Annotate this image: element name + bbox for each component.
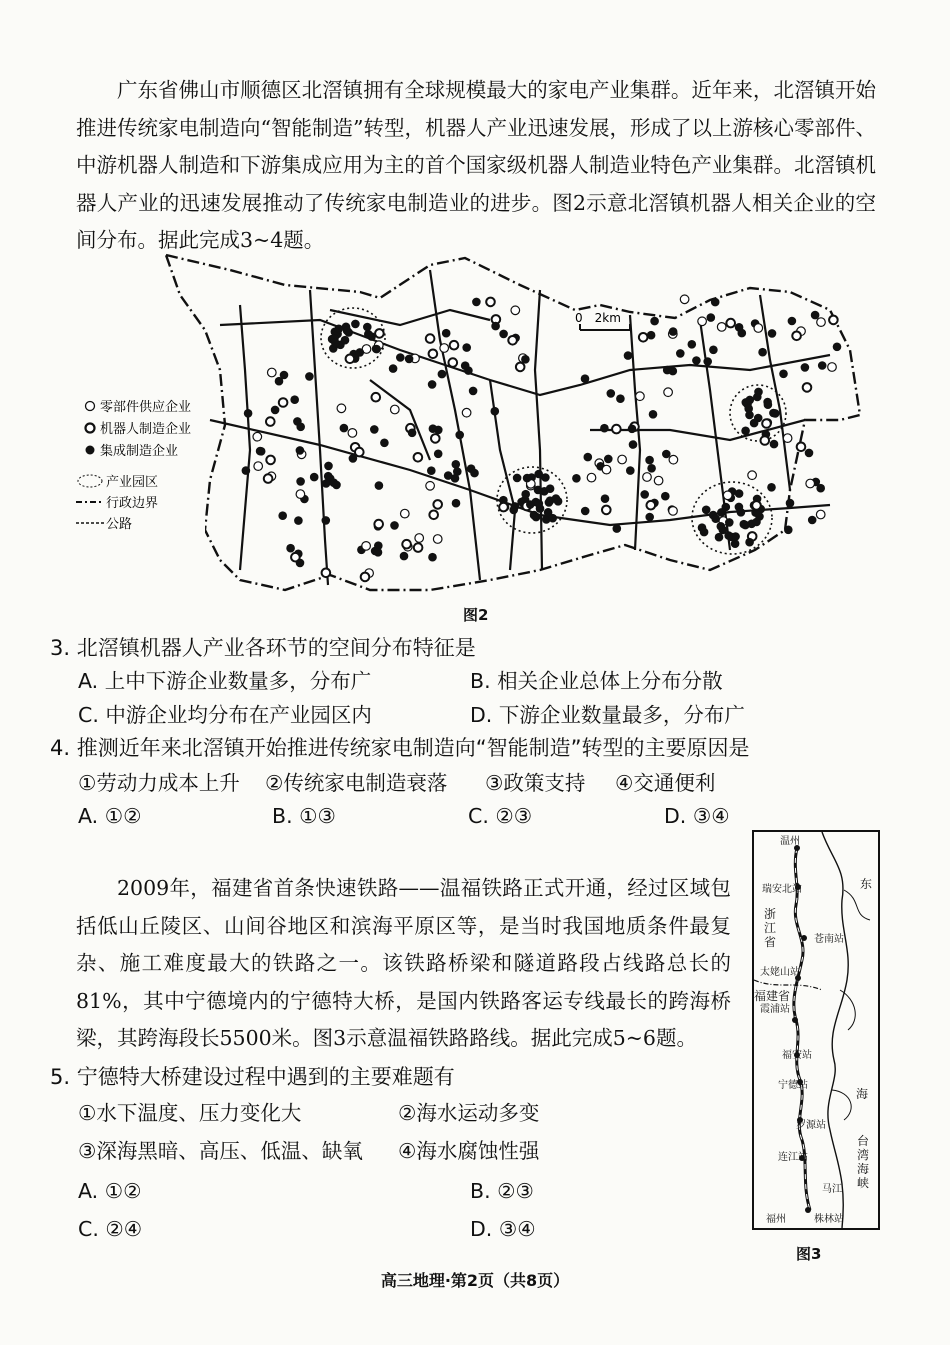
enterprise-point [402, 540, 411, 549]
enterprise-point [767, 483, 776, 492]
label-lianjiang: 连江站 [778, 1152, 808, 1163]
enterprise-point [808, 516, 817, 525]
enterprise-point [600, 424, 609, 433]
enterprise-point [762, 419, 771, 428]
enterprise-point [645, 456, 654, 465]
enterprise-point [601, 494, 610, 503]
enterprise-point [401, 509, 410, 518]
enterprise-point [244, 409, 253, 418]
enterprise-point [254, 462, 263, 471]
enterprise-point [803, 383, 812, 392]
enterprise-point [400, 552, 409, 561]
q4-item-4: ④交通便利 [615, 771, 716, 795]
enterprise-point [433, 535, 442, 544]
enterprise-point [508, 336, 517, 345]
enterprise-point [331, 339, 340, 348]
enterprise-point [389, 364, 398, 373]
q5-option-b[interactable]: B. ②③ [470, 1179, 534, 1203]
enterprise-point [784, 526, 793, 535]
intro-passage-2: 2009年，福建省首条快速铁路——温福铁路正式开通，经过区域包括低山丘陵区、山间谷地区和滨海平原区等，是当时我国地质条件最复杂、施工难度最大的铁路之一。该铁路桥梁和隧道路段占线路总长的81%，其中宁德境内的宁德特大桥，是国内铁路客运专线最长的跨海桥梁，其跨海段长5500米。图3示意温福铁路路线。据此完成5~6题。 [76, 876, 731, 1050]
legend-label-road: 公路 [106, 517, 133, 532]
enterprise-point [414, 453, 423, 462]
enterprise-point [335, 325, 344, 334]
q5-item-2: ②海水运动多变 [398, 1101, 540, 1125]
enterprise-point [647, 464, 656, 473]
enterprise-point [469, 387, 478, 396]
enterprise-point [280, 371, 289, 380]
enterprise-point [816, 510, 825, 519]
enterprise-point [750, 419, 759, 428]
enterprise-point [741, 521, 750, 530]
enterprise-point [266, 456, 275, 465]
enterprise-point [351, 320, 360, 329]
enterprise-point [649, 410, 658, 419]
enterprise-point [513, 474, 522, 483]
enterprise-point [669, 327, 678, 336]
enterprise-point [654, 476, 663, 485]
enterprise-point [363, 323, 372, 332]
enterprise-point [530, 511, 539, 520]
enterprise-point [374, 520, 383, 529]
enterprise-point [455, 431, 464, 440]
enterprise-point [758, 348, 767, 357]
enterprise-point [290, 395, 299, 404]
enterprise-point [612, 425, 621, 434]
enterprise-point [452, 460, 461, 469]
q5-option-d[interactable]: D. ③④ [470, 1217, 536, 1241]
enterprise-point [391, 405, 400, 414]
enterprise-point [264, 474, 273, 483]
enterprise-point [779, 370, 788, 379]
enterprise-point [738, 329, 747, 338]
station-cangnan [801, 935, 807, 941]
enterprise-point [396, 353, 405, 362]
enterprise-point [602, 465, 611, 474]
scale-bar [575, 311, 630, 330]
q4-item-2: ②传统家电制造衰落 [265, 771, 448, 795]
enterprise-point [511, 306, 520, 315]
enterprise-point [546, 484, 555, 493]
enterprise-point [676, 349, 685, 358]
enterprise-point [375, 481, 384, 490]
q3-option-d[interactable]: D. 下游企业数量最多，分布广 [470, 703, 745, 727]
enterprise-point [770, 440, 779, 449]
enterprise-point [754, 388, 763, 397]
enterprise-point [817, 318, 826, 327]
q4-item-1: ①劳动力成本上升 [78, 771, 240, 795]
enterprise-point [491, 407, 500, 416]
enterprise-point [332, 481, 341, 490]
enterprise-point [645, 513, 654, 522]
enterprise-point [797, 443, 806, 452]
enterprise-point [801, 363, 810, 372]
enterprise-point [380, 439, 389, 448]
enterprise-point [461, 361, 470, 370]
enterprise-point [783, 434, 792, 443]
enterprise-point [408, 429, 417, 438]
enterprise-point [640, 490, 649, 499]
q3-option-a[interactable]: A. 上中下游企业数量多，分布广 [78, 669, 372, 693]
enterprise-point [534, 470, 543, 479]
enterprise-point [647, 331, 656, 340]
enterprise-point [737, 508, 746, 517]
enterprise-point [707, 313, 716, 322]
enterprise-point [548, 514, 557, 523]
enterprise-point [427, 466, 436, 475]
enterprise-point [581, 374, 590, 383]
enterprise-point [449, 358, 458, 367]
enterprise-point [310, 473, 319, 482]
station-zhulin [805, 1207, 811, 1213]
enterprise-point [771, 409, 780, 418]
enterprise-point [811, 311, 820, 320]
enterprise-point [444, 471, 453, 480]
enterprise-point [664, 388, 673, 397]
enterprise-point [616, 394, 625, 403]
enterprise-point [372, 345, 381, 354]
enterprise-point [723, 491, 732, 500]
map-legend [75, 390, 205, 535]
legend-label-robot: 机器人制造企业 [100, 422, 192, 437]
enterprise-point [429, 424, 438, 433]
legend-label-integration: 集成制造企业 [100, 444, 179, 459]
enterprise-point [764, 400, 773, 409]
q5-option-a[interactable]: A. ①② [78, 1179, 142, 1203]
enterprise-point [744, 404, 753, 413]
enterprise-point [521, 490, 530, 499]
enterprise-point [374, 548, 383, 557]
enterprise-point [572, 474, 581, 483]
q5-item-4: ④海水腐蚀性强 [398, 1139, 540, 1163]
label-hai: 海 [856, 1087, 869, 1101]
enterprise-point [661, 492, 670, 501]
enterprise-point [472, 298, 481, 307]
question-3-stem: 3. 北滘镇机器人产业各环节的空间分布特征是 [50, 636, 476, 660]
enterprise-point [296, 477, 305, 486]
enterprise-point [816, 484, 825, 493]
enterprise-point [752, 518, 761, 527]
enterprise-point [833, 343, 842, 352]
enterprise-point [788, 317, 797, 326]
enterprise-point [337, 404, 346, 413]
enterprise-point [438, 370, 447, 379]
enterprise-point [669, 507, 678, 516]
enterprise-point [322, 516, 331, 525]
enterprise-point [735, 489, 744, 498]
enterprise-point [628, 425, 637, 434]
enterprise-point [372, 393, 381, 402]
scale-label: 0 2km [575, 311, 621, 325]
enterprise-point [786, 499, 795, 508]
enterprise-point [253, 432, 262, 441]
enterprise-point [361, 573, 370, 582]
enterprise-point [305, 372, 314, 381]
enterprise-point [362, 542, 371, 551]
enterprise-point [717, 323, 726, 332]
enterprise-point [688, 340, 697, 349]
enterprise-point [450, 341, 459, 350]
enterprise-point [746, 396, 755, 405]
figure-3-map [752, 830, 880, 1230]
q5-option-c[interactable]: C. ②④ [78, 1217, 143, 1241]
label-fuan: 福安站 [782, 1050, 812, 1061]
enterprise-point [462, 408, 471, 417]
enterprise-point [355, 448, 364, 457]
enterprise-point [440, 344, 449, 353]
enterprise-point [607, 389, 616, 398]
question-5-stem: 5. 宁德特大桥建设过程中遇到的主要难题有 [50, 1065, 455, 1089]
figure-2-map [70, 250, 870, 600]
enterprise-point [692, 356, 701, 365]
label-fuzhou: 福州 [766, 1214, 786, 1225]
enterprise-point [618, 455, 627, 464]
enterprise-point [322, 479, 331, 488]
enterprise-point [375, 329, 384, 338]
enterprise-point [499, 503, 508, 512]
enterprise-point [526, 500, 535, 509]
enterprise-point [348, 429, 357, 438]
enterprise-point [509, 506, 518, 515]
enterprise-point [647, 501, 656, 510]
enterprise-point [552, 494, 561, 503]
enterprise-point [584, 453, 593, 462]
enterprise-point [715, 533, 724, 542]
enterprise-point [702, 506, 711, 515]
enterprise-point [698, 317, 707, 326]
enterprise-point [286, 544, 295, 553]
enterprise-point [650, 317, 659, 326]
q4-item-3: ③政策支持 [485, 771, 586, 795]
enterprise-point [268, 368, 277, 377]
enterprise-point [754, 324, 763, 333]
enterprise-point [296, 490, 305, 499]
enterprise-point [602, 506, 611, 515]
enterprise-point [535, 499, 544, 508]
enterprise-point [709, 346, 718, 355]
enterprise-point [726, 319, 735, 328]
enterprise-point [279, 398, 288, 407]
enterprise-point [429, 511, 438, 520]
label-luoyuan: 罗源站 [796, 1120, 826, 1131]
enterprise-point [426, 334, 435, 343]
enterprise-point [805, 449, 814, 458]
enterprise-point [703, 357, 712, 366]
enterprise-point [442, 329, 451, 338]
enterprise-point [426, 482, 435, 491]
enterprise-point [604, 455, 613, 464]
enterprise-point [486, 298, 495, 307]
enterprise-point [340, 424, 349, 433]
enterprise-point [428, 380, 437, 389]
enterprise-point [428, 553, 437, 562]
enterprise-point [534, 486, 543, 495]
label-taiwan-strait: 台湾海峡 [857, 1134, 870, 1190]
q4-option-a[interactable]: A. ①② [78, 804, 142, 828]
figure-2-caption: 图2 [463, 606, 489, 624]
label-zhulin: 株林站 [814, 1214, 844, 1225]
label-fujian: 福建省 [754, 989, 791, 1003]
enterprise-point [806, 479, 815, 488]
q4-option-c[interactable]: C. ②③ [468, 804, 533, 828]
q5-item-1: ①水下温度、压力变化大 [78, 1101, 302, 1125]
page-footer: 高三地理·第2页（共8页） [380, 1271, 570, 1290]
enterprise-point [256, 447, 265, 456]
q4-option-b[interactable]: B. ①③ [272, 804, 336, 828]
enterprise-point [296, 559, 305, 568]
enterprise-point [341, 336, 350, 345]
legend-label-parts: 零部件供应企业 [100, 400, 192, 415]
enterprise-point [829, 316, 838, 325]
label-zhejiang: 浙江省 [764, 907, 777, 949]
q3-option-c[interactable]: C. 中游企业均分布在产业园区内 [78, 703, 372, 727]
enterprise-point [324, 462, 333, 471]
enterprise-point [717, 508, 726, 517]
enterprise-point [271, 406, 280, 415]
enterprise-point [761, 436, 770, 445]
enterprise-point [752, 501, 761, 510]
enterprise-point [346, 355, 355, 364]
label-ruian: 瑞安北站 [762, 884, 802, 895]
enterprise-point [680, 295, 689, 304]
enterprise-point [828, 363, 837, 372]
enterprise-point [663, 366, 672, 375]
enterprise-point [415, 534, 424, 543]
label-majiang: 马江 [822, 1184, 842, 1195]
label-wenzhou: 温州 [780, 836, 800, 847]
enterprise-point [405, 355, 414, 364]
enterprise-point [296, 446, 305, 455]
enterprise-point [629, 440, 638, 449]
enterprise-point [434, 450, 443, 459]
enterprise-point [613, 524, 622, 533]
legend-label-boundary: 行政边界 [106, 496, 159, 511]
enterprise-point [725, 518, 734, 527]
enterprise-point [516, 363, 525, 372]
enterprise-point [278, 511, 287, 520]
legend-label-park: 产业园区 [106, 475, 159, 490]
intro-passage-1: 广东省佛山市顺德区北滘镇拥有全球规模最大的家电产业集群。近年来，北滘镇开始推进传统家电制造向“智能制造”转型，机器人产业迅速发展，形成了以上游核心零部件、中游机器人制造和下游集成应用为主的首个国家级机器人制造业特色产业集群。北滘镇机器人产业的迅速发展推动了传统家电制造业的进步。图2示意北滘镇机器人相关企业的空间分布。据此完成3~4题。 [76, 78, 876, 252]
enterprise-point [711, 298, 720, 307]
q4-option-d[interactable]: D. ③④ [664, 804, 730, 828]
q5-item-3: ③深海黑暗、高压、低温、缺氧 [78, 1139, 363, 1163]
enterprise-point [741, 427, 750, 436]
legend-ring-circle-symbol [86, 424, 95, 433]
enterprise-point [322, 569, 331, 578]
enterprise-point [462, 343, 471, 352]
enterprise-point [768, 329, 777, 338]
q3-option-b[interactable]: B. 相关企业总体上分布分散 [470, 669, 723, 693]
enterprise-point [626, 466, 635, 475]
enterprise-point [624, 351, 633, 360]
label-taimushan: 太姥山站 [760, 967, 800, 978]
enterprise-point [266, 417, 275, 426]
enterprise-point [390, 521, 399, 530]
enterprise-point [242, 466, 251, 475]
enterprise-point [499, 330, 508, 339]
enterprise-point [639, 333, 648, 342]
station-xiapu [792, 1017, 798, 1023]
enterprise-point [364, 330, 373, 339]
enterprise-point [433, 500, 442, 509]
legend-open-circle-symbol [86, 402, 95, 411]
enterprise-point [343, 326, 352, 335]
enterprise-point [818, 361, 827, 370]
enterprise-point [587, 473, 596, 482]
legend-filled-circle-symbol [86, 446, 95, 455]
enterprise-point [491, 322, 500, 331]
label-ningde: 宁德站 [778, 1080, 808, 1091]
enterprise-point [470, 469, 479, 478]
enterprise-point [294, 516, 303, 525]
enterprise-point [370, 425, 379, 434]
enterprise-point [700, 528, 709, 537]
label-dong: 东 [860, 877, 873, 891]
enterprise-point [643, 473, 652, 482]
enterprise-point [523, 474, 532, 483]
enterprise-point [792, 332, 801, 341]
label-xiapu: 霞浦站 [760, 1004, 790, 1015]
enterprise-point [748, 471, 757, 480]
enterprise-point [296, 423, 305, 432]
enterprise-point [669, 455, 678, 464]
enterprise-point [452, 499, 461, 508]
figure-3-caption: 图3 [796, 1245, 822, 1263]
enterprise-point [431, 434, 440, 443]
enterprise-point [724, 531, 733, 540]
enterprise-point [636, 392, 645, 401]
enterprise-point [745, 538, 754, 547]
enterprise-point [429, 350, 438, 359]
label-cangnan: 苍南站 [814, 934, 844, 945]
enterprise-point [414, 543, 423, 552]
enterprise-point [581, 507, 590, 516]
question-4-stem: 4. 推测近年来北滘镇开始推进传统家电制造向“智能制造”转型的主要原因是 [50, 736, 750, 760]
